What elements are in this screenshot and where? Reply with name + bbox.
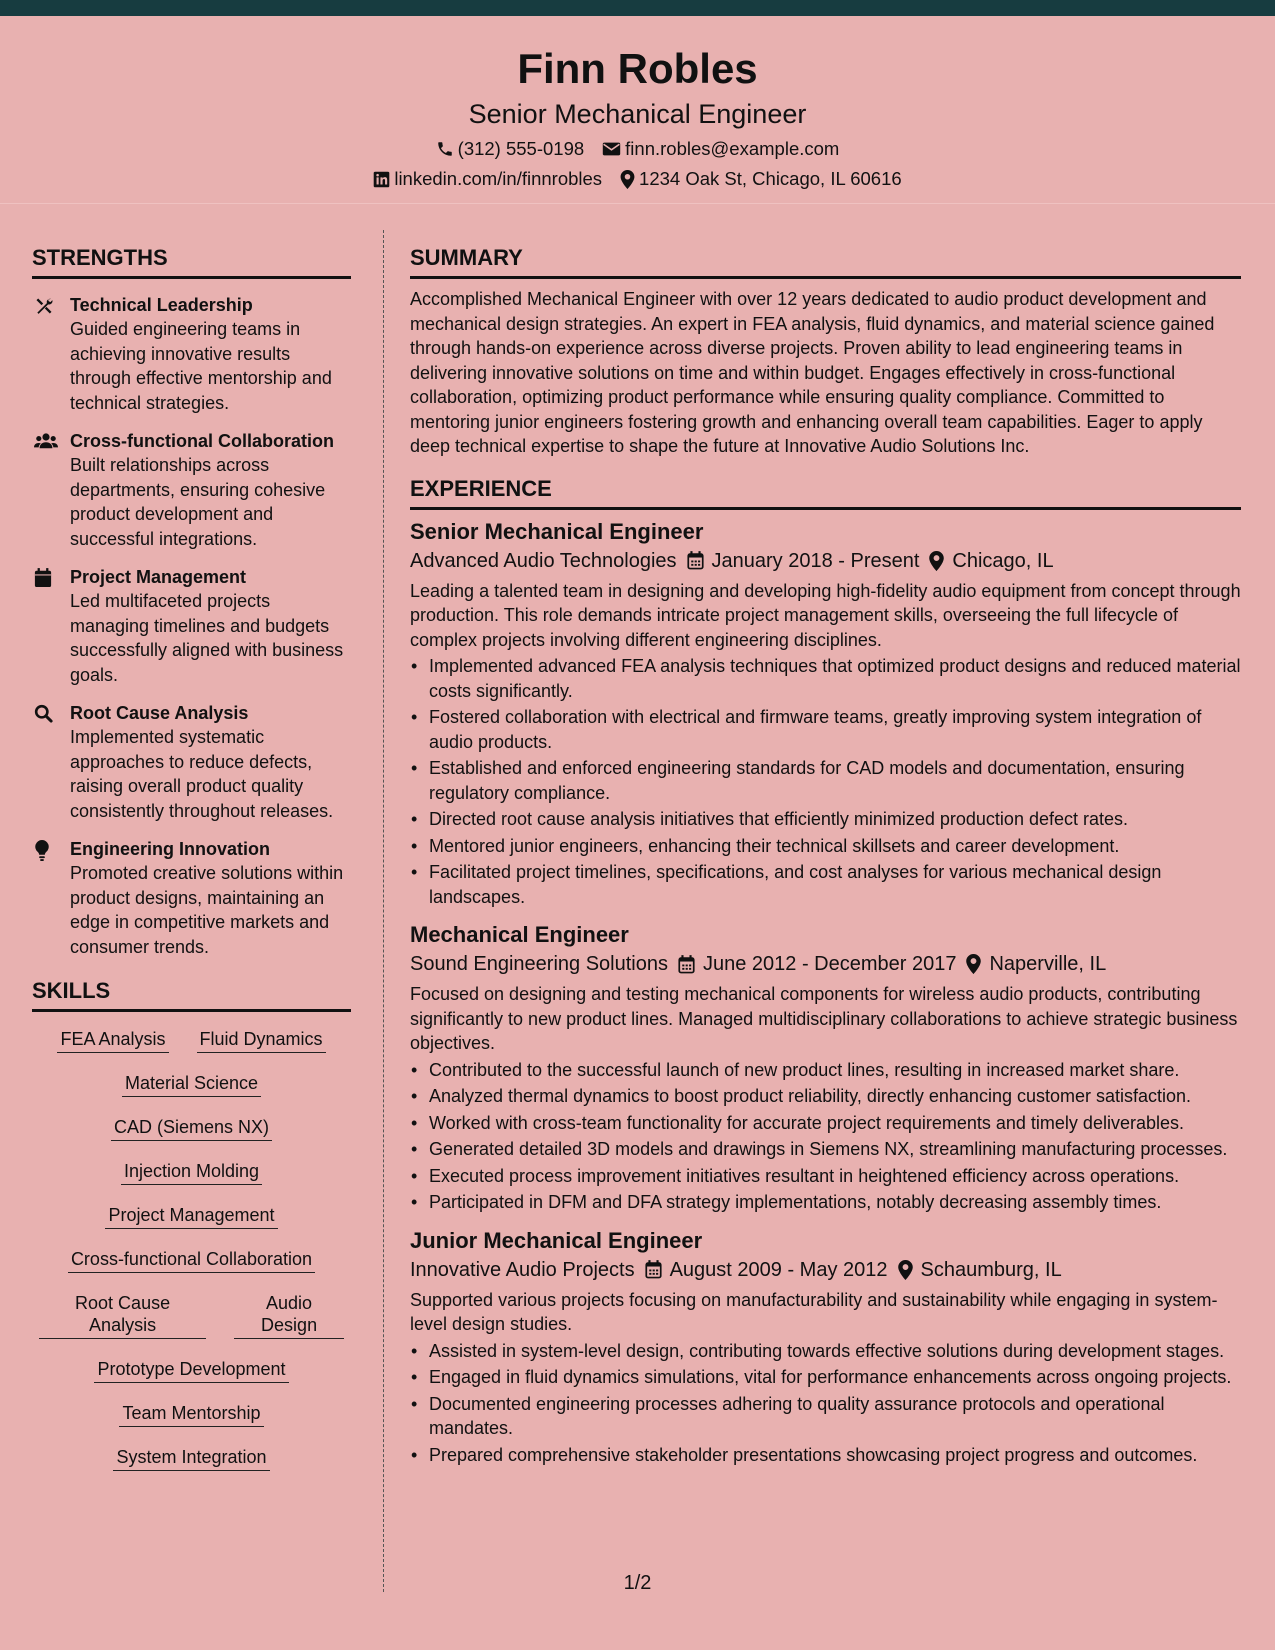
bullet-item: • Executed process improvement initiatives resultant in heightened efficiency across operations. (410, 1164, 1241, 1189)
job-meta (410, 546, 1241, 576)
skill-tag: Cross-functional Collaboration (68, 1248, 315, 1273)
bullet-item: • Contributed to the successful launch of new product lines, resulting in increased market share. (410, 1058, 1241, 1083)
bullet-item: • Facilitated project timelines, specifications, and cost analyses for various mechanical design landscapes. (410, 860, 1241, 909)
strength-item (32, 701, 351, 823)
strength-item (32, 837, 351, 959)
top-accent-bar (0, 0, 1275, 16)
bullet-item: • Implemented advanced FEA analysis techniques that optimized product designs and reduced material costs significantly. (410, 654, 1241, 703)
map-pin-icon (966, 954, 981, 974)
bullet-item: • Fostered collaboration with electrical and firmware teams, greatly improving system integration of audio products. (410, 705, 1241, 754)
job-dates: January 2018 - Present (711, 549, 920, 572)
skill-tag: Root Cause Analysis (39, 1292, 206, 1339)
job-company: Innovative Audio Projects (410, 1258, 635, 1281)
job-title: Mechanical Engineer (410, 922, 629, 947)
strength-desc: Promoted creative solutions within product designs, maintaining an edge in competitive markets and consumer trends. (70, 863, 344, 957)
skills-list (32, 1028, 351, 1490)
skill-tag: Fluid Dynamics (197, 1028, 326, 1053)
bullet-item: • Analyzed thermal dynamics to boost product reliability, directly enhancing customer satisfaction. (410, 1084, 1241, 1109)
strengths-heading: STRENGTHS (32, 244, 351, 279)
resume-header (0, 16, 1275, 204)
page-number: 1/2 (623, 1572, 652, 1594)
job-dates: June 2012 - December 2017 (702, 953, 957, 975)
skill-tag: Material Science (122, 1072, 261, 1097)
bullet-item: • Worked with cross-team functionality for accurate project requirements and timely deliverables. (410, 1111, 1241, 1136)
phone-icon (436, 140, 454, 158)
job-location: Chicago, IL (952, 549, 1054, 572)
job-meta (410, 949, 1241, 979)
skill-tag: FEA Analysis (57, 1028, 168, 1053)
email-text[interactable]: finn.robles@example.com (625, 138, 840, 159)
tools-icon (34, 296, 54, 316)
address-contact (620, 167, 902, 191)
job-location: Schaumburg, IL (920, 1258, 1062, 1281)
strength-item (32, 429, 351, 551)
job-description: Supported various projects focusing on manufacturability and sustainability while engaging in system-level design studies. (410, 1289, 1218, 1334)
job-company: Sound Engineering Solutions (410, 953, 668, 975)
job-description: Focused on designing and testing mechanical components for wireless audio products, contributing significantly to new product lines. Managed multidisciplinary collaborations to achieve strategic business objectives. (410, 984, 1238, 1053)
bullet-item: • Established and enforced engineering standards for CAD models and documentation, ensuring regulatory compliance. (410, 756, 1241, 805)
search-icon (34, 704, 53, 723)
envelope-icon (602, 141, 621, 157)
skill-tag: Prototype Development (94, 1358, 288, 1383)
linkedin-contact[interactable] (373, 167, 602, 191)
candidate-name: Finn Robles (517, 45, 758, 92)
strength-desc: Implemented systematic approaches to reduce defects, raising overall product quality consistently throughout releases. (70, 727, 334, 821)
column-divider (383, 230, 384, 1592)
job-company: Advanced Audio Technologies (410, 549, 677, 572)
map-pin-icon (620, 170, 635, 189)
job-dates: August 2009 - May 2012 (669, 1258, 888, 1281)
bullet-item: • Assisted in system-level design, contributing towards effective solutions during development stages. (410, 1339, 1241, 1364)
bullet-item: • Participated in DFM and DFA strategy implementations, notably decreasing assembly times. (410, 1190, 1241, 1215)
calendar-icon (34, 568, 52, 588)
right-column (410, 244, 1241, 1469)
phone-contact (436, 137, 585, 161)
skill-tag: Injection Molding (121, 1160, 262, 1185)
strength-title: Engineering Innovation (70, 839, 271, 859)
address-text: 1234 Oak St, Chicago, IL 60616 (639, 168, 902, 189)
job-bullets (410, 1339, 1241, 1468)
phone-text: (312) 555-0198 (457, 138, 585, 159)
strength-item (32, 293, 351, 415)
strength-title: Project Management (70, 567, 247, 587)
bullet-item: • Directed root cause analysis initiatives that efficiently minimized production defect rates. (410, 807, 1241, 832)
calendar-icon (678, 955, 695, 974)
skill-tag: Team Mentorship (119, 1402, 263, 1427)
job-bullets (410, 654, 1241, 909)
job-entry (410, 1227, 1241, 1468)
skill-tag: Audio Design (234, 1292, 344, 1339)
job-title: Junior Mechanical Engineer (410, 1227, 703, 1253)
summary-text: Accomplished Mechanical Engineer with over 12 years dedicated to audio product development and mechanical design strategies. An expert in FEA analysis, fluid dynamics, and material science gained through hands-on experience across diverse projects. Proven ability to lead engineering teams in delivering innovative solutions on time and within budget. Engages effectively in cross-functional collaboration, optimizing product performance while ensuring quality compliance. Committed to mentoring junior engineers fostering growth and enhancing overall team capabilities. Eager to apply deep technical expertise to shape the future at Innovative Audio Solutions Inc. (410, 289, 1215, 456)
lightbulb-icon (34, 840, 50, 861)
bullet-item: • Mentored junior engineers, enhancing their technical skillsets and career development. (410, 834, 1241, 859)
strength-item (32, 565, 351, 687)
job-title: Senior Mechanical Engineer (410, 518, 704, 544)
skill-tag: CAD (Siemens NX) (111, 1116, 272, 1141)
candidate-title: Senior Mechanical Engineer (468, 99, 807, 129)
job-entry (410, 921, 1241, 1215)
calendar-icon (687, 551, 704, 570)
calendar-icon (645, 1260, 662, 1279)
bullet-item: • Engaged in fluid dynamics simulations, vital for performance enhancements across ongoing projects. (410, 1365, 1241, 1390)
strength-title: Technical Leadership (70, 295, 253, 315)
job-bullets (410, 1058, 1241, 1215)
skill-tag: Project Management (105, 1204, 277, 1229)
contact-line-1 (0, 137, 1275, 161)
skill-tag: System Integration (113, 1446, 269, 1471)
strength-desc: Built relationships across departments, ensuring cohesive product development and successful integrations. (70, 455, 326, 549)
bullet-item: • Generated detailed 3D models and drawings in Siemens NX, streamlining manufacturing processes. (410, 1137, 1241, 1162)
users-icon (34, 432, 58, 450)
map-pin-icon (898, 1260, 913, 1280)
linkedin-text[interactable]: linkedin.com/in/finnrobles (394, 168, 603, 189)
linkedin-icon (373, 171, 390, 188)
bullet-item: • Documented engineering processes adhering to quality assurance protocols and operational mandates. (410, 1392, 1241, 1441)
left-column (32, 244, 351, 1490)
job-location: Naperville, IL (989, 953, 1107, 975)
strength-desc: Guided engineering teams in achieving innovative results through effective mentorship and technical strategies. (70, 319, 332, 413)
contact-line-2 (0, 167, 1275, 191)
skills-heading: SKILLS (32, 977, 351, 1012)
strength-desc: Led multifaceted projects managing timelines and budgets successfully aligned with business goals. (70, 591, 344, 685)
bullet-item: • Prepared comprehensive stakeholder presentations showcasing project progress and outcomes. (410, 1443, 1241, 1468)
experience-heading: EXPERIENCE (410, 475, 1241, 510)
job-meta (410, 1255, 1241, 1285)
job-entry (410, 518, 1241, 910)
strength-title: Root Cause Analysis (70, 703, 249, 723)
summary-heading: SUMMARY (410, 244, 1241, 279)
map-pin-icon (929, 551, 944, 571)
strength-title: Cross-functional Collaboration (70, 431, 335, 451)
job-description: Leading a talented team in designing and developing high-fidelity audio equipment from concept through production. This role demands intricate project management skills, overseeing the full lifecycle of complex projects involving different engineering disciplines. (410, 580, 1241, 650)
email-contact[interactable] (602, 137, 839, 161)
